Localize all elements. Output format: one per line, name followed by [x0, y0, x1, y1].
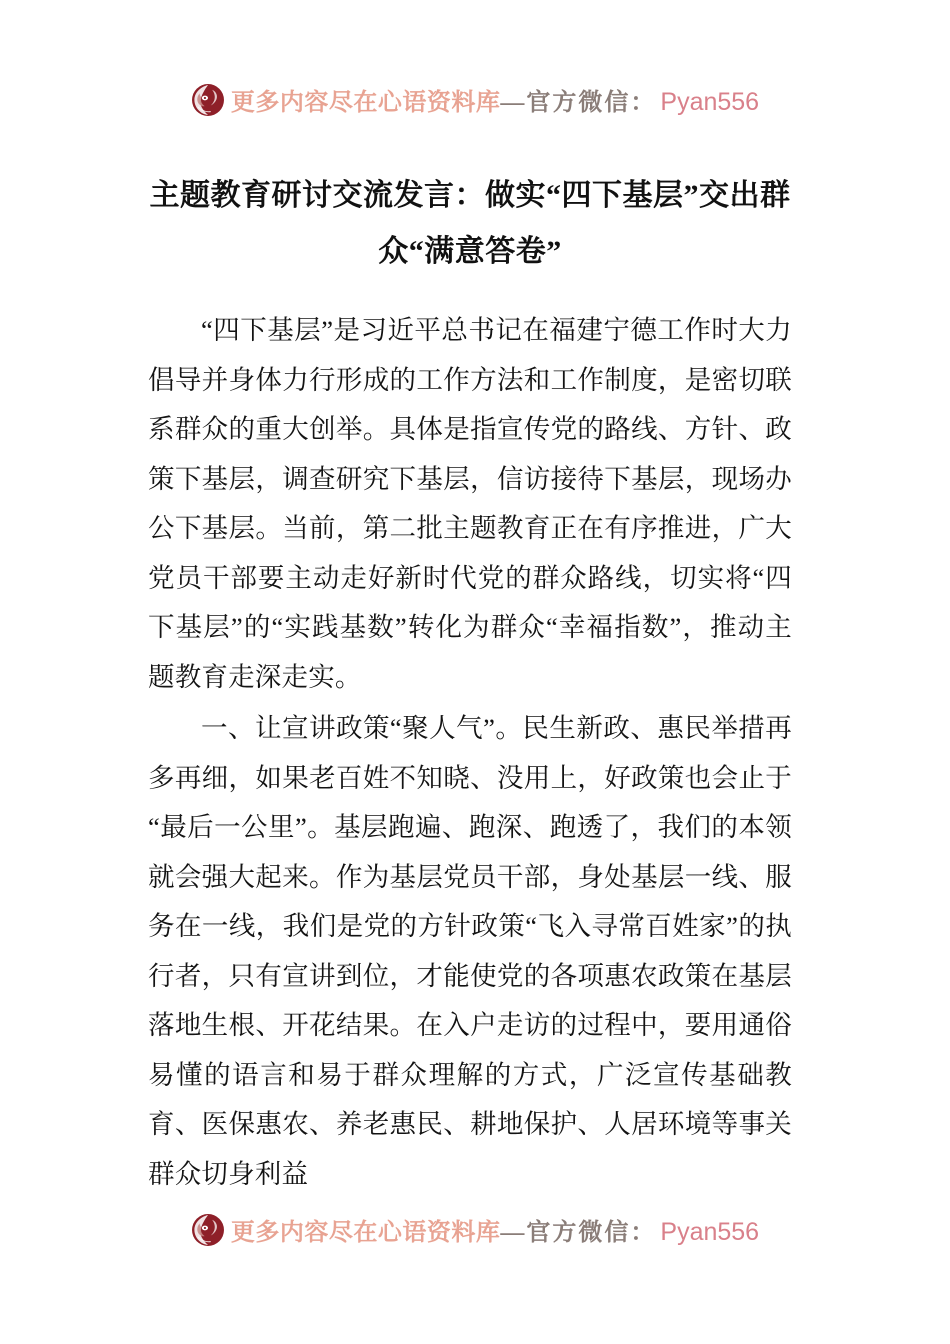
watermark-bottom: [0, 1212, 950, 1247]
document-paragraph: “四下基层”是习近平总书记在福建宁德工作时大力倡导并身体力行形成的工作方法和工作制度，是密切联系群众的重大创举。具体是指宣传党的路线、方针、政策下基层，调查研究下基层，信访接待下基层，现场办公下基层。当前，第二批主题教育正在有序推进，广大党员干部要主动走好新时代党的群众路线，切实将“四下基层”的“实践基数”转化为群众“幸福指数”，推动主题教育走深走实。: [148, 315, 792, 692]
watermark-primary-text: 更多内容尽在心语资料库: [230, 1220, 501, 1246]
document-title: 主题教育研讨交流发言：做实“四下基层”交出群众“满意答卷”: [149, 179, 791, 268]
document-paragraph: 一、让宣讲政策“聚人气”。民生新政、惠民举措再多再细，如果老百姓不知晓、没用上，好政策也会止于“最后一公里”。基层跑遍、跑深、跑透了，我们的本领就会强大起来。作为基层党员干部，身处基层一线、服务在一线，我们是党的方针政策“飞入寻常百姓家”的执行者，只有宣讲到位，才能使党的各项惠农政策在基层落地生根、开花结果。在入户走访的过程中，要用通俗易懂的语言和易于群众理解的方式，广泛宣传基础教育、医保惠农、养老惠民、耕地保护、人居环境等事关群众切身利益: [148, 713, 792, 1189]
watermark-account-text: Pyan556: [660, 1218, 760, 1246]
watermark-secondary-text: —官方微信：: [500, 90, 657, 116]
watermark-account-text: Pyan556: [660, 88, 760, 116]
watermark-top: [0, 82, 950, 117]
spiral-emblem-icon: [191, 83, 225, 117]
document-body: [148, 168, 792, 1201]
watermark-primary-text: 更多内容尽在心语资料库: [230, 90, 501, 116]
spiral-emblem-icon: [191, 1213, 225, 1247]
watermark-text-group: [231, 1212, 759, 1247]
watermark-secondary-text: —官方微信：: [500, 1220, 657, 1246]
watermark-text-group: [231, 82, 759, 117]
